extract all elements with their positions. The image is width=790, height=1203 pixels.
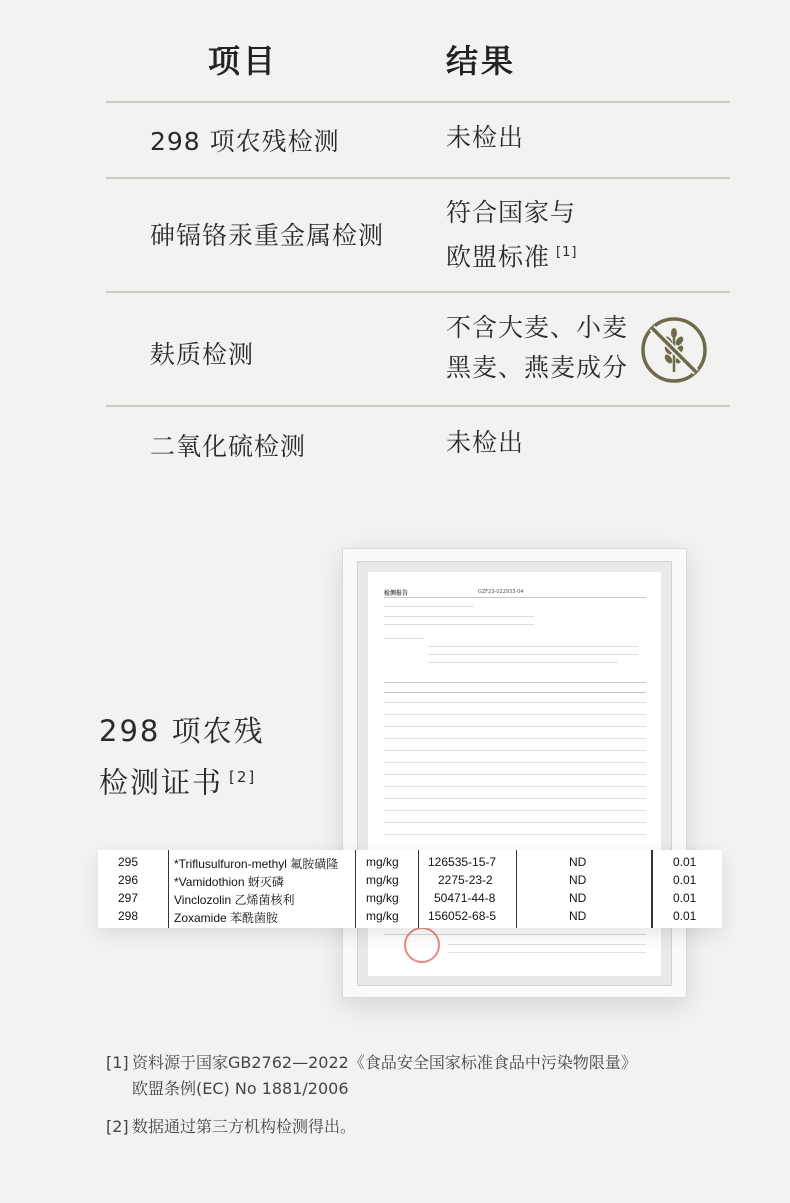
certificate-highlight-strip bbox=[98, 850, 722, 928]
document-table-line bbox=[384, 798, 646, 799]
certificate-title-line: 298 项农残 bbox=[99, 714, 265, 748]
result-line: 符合国家与 bbox=[446, 198, 577, 227]
unit: mg/kg bbox=[366, 891, 399, 905]
document-table-line bbox=[384, 810, 646, 811]
document-table-line bbox=[384, 738, 646, 739]
row-label-heavy-metal: 砷镉铬汞重金属检测 bbox=[150, 221, 385, 250]
substance-name: *Vamidothion 蚜灭磷 bbox=[174, 875, 284, 889]
result-line: 欧盟标准 bbox=[446, 242, 551, 272]
document-text-line bbox=[384, 624, 534, 625]
row-divider bbox=[106, 291, 730, 293]
row-label-sulfur-dioxide: 二氧化硫检测 bbox=[150, 432, 307, 461]
document-text-line bbox=[384, 638, 424, 639]
document-heading: 检测报告 bbox=[384, 590, 409, 597]
test-result: ND bbox=[569, 855, 587, 869]
result-line: 未检出 bbox=[446, 428, 525, 457]
table-row bbox=[98, 871, 722, 889]
row-divider bbox=[106, 177, 730, 179]
row-divider bbox=[106, 405, 730, 407]
substance-name: *Triflusulfuron-methyl 氟胺磺隆 bbox=[174, 857, 339, 871]
document-table-line bbox=[384, 714, 646, 715]
document-footer-line bbox=[448, 952, 646, 953]
unit: mg/kg bbox=[366, 873, 399, 887]
row-label-gluten: 麸质检测 bbox=[150, 340, 255, 369]
document-rule bbox=[384, 692, 646, 693]
results-table-header bbox=[0, 0, 790, 102]
row-result-pesticide bbox=[446, 118, 524, 158]
document-footer-line bbox=[448, 944, 646, 945]
table-row bbox=[98, 889, 722, 907]
test-result: ND bbox=[569, 873, 587, 887]
no-gluten-icon bbox=[640, 316, 708, 384]
substance-name: Zoxamide 苯酰菌胺 bbox=[174, 911, 279, 925]
footnote-text: 欧盟条例(EC) No 1881/2006 bbox=[132, 1079, 349, 1098]
row-number: 296 bbox=[118, 873, 139, 887]
footnote-ref: [2] bbox=[229, 768, 257, 786]
document-table-line bbox=[384, 750, 646, 751]
detection-limit: 0.01 bbox=[673, 873, 697, 887]
row-result-gluten bbox=[446, 308, 628, 388]
document-number: GZF23-022933-04 bbox=[478, 589, 524, 595]
row-result-sulfur-dioxide bbox=[446, 423, 524, 463]
detection-limit: 0.01 bbox=[673, 891, 697, 905]
table-row bbox=[98, 907, 722, 925]
result-line: 不含大麦、小麦 bbox=[446, 313, 629, 342]
row-divider bbox=[106, 101, 730, 103]
unit: mg/kg bbox=[366, 855, 399, 869]
cas-number: 126535-15-7 bbox=[428, 855, 497, 869]
document-text-line bbox=[428, 662, 618, 663]
detection-limit: 0.01 bbox=[673, 855, 697, 869]
document-table-line bbox=[384, 762, 646, 763]
cas-number: 50471-44-8 bbox=[434, 891, 496, 905]
certificate-title bbox=[99, 708, 265, 806]
footnote-2 bbox=[106, 1114, 356, 1140]
test-result: ND bbox=[569, 891, 587, 905]
footnote-index: [1] bbox=[106, 1053, 129, 1072]
result-line: 未检出 bbox=[446, 123, 525, 152]
substance-name: Vinclozolin 乙烯菌核利 bbox=[174, 893, 295, 907]
row-number: 298 bbox=[118, 909, 139, 923]
inspection-stamp bbox=[404, 927, 440, 963]
document-rule bbox=[384, 597, 646, 598]
header-item: 项目 bbox=[208, 42, 279, 80]
unit: mg/kg bbox=[366, 909, 399, 923]
table-row bbox=[98, 853, 722, 871]
footnote-text: 资料源于国家GB2762—2022《食品安全国家标准食品中污染物限量》 bbox=[132, 1053, 637, 1072]
cas-number: 156052-68-5 bbox=[428, 909, 497, 923]
document-table-line bbox=[384, 774, 646, 775]
document-table-line bbox=[384, 702, 646, 703]
footnote-ref: [1] bbox=[556, 245, 578, 260]
certificate-title-line: 检测证书 bbox=[99, 765, 224, 800]
row-number: 295 bbox=[118, 855, 139, 869]
row-label-pesticide: 298 项农残检测 bbox=[150, 127, 340, 156]
document-rule bbox=[384, 682, 646, 683]
result-line: 黑麦、燕麦成分 bbox=[446, 353, 629, 382]
document-table-line bbox=[384, 822, 646, 823]
footnote-1 bbox=[106, 1050, 637, 1102]
document-text-line bbox=[428, 654, 638, 655]
cas-number: 2275-23-2 bbox=[438, 873, 493, 887]
document-table-line bbox=[384, 834, 646, 835]
document-table-line bbox=[384, 786, 646, 787]
row-number: 297 bbox=[118, 891, 139, 905]
test-result: ND bbox=[569, 909, 587, 923]
document-text-line bbox=[428, 646, 638, 647]
certificate-frame bbox=[342, 548, 687, 998]
row-result-heavy-metal bbox=[446, 193, 577, 277]
document-text-line bbox=[384, 616, 534, 617]
document-table-line bbox=[384, 726, 646, 727]
footnote-index: [2] bbox=[106, 1117, 129, 1136]
detection-limit: 0.01 bbox=[673, 909, 697, 923]
document-text-line bbox=[384, 606, 474, 607]
footnote-text: 数据通过第三方机构检测得出。 bbox=[132, 1117, 357, 1136]
header-result: 结果 bbox=[446, 42, 517, 80]
